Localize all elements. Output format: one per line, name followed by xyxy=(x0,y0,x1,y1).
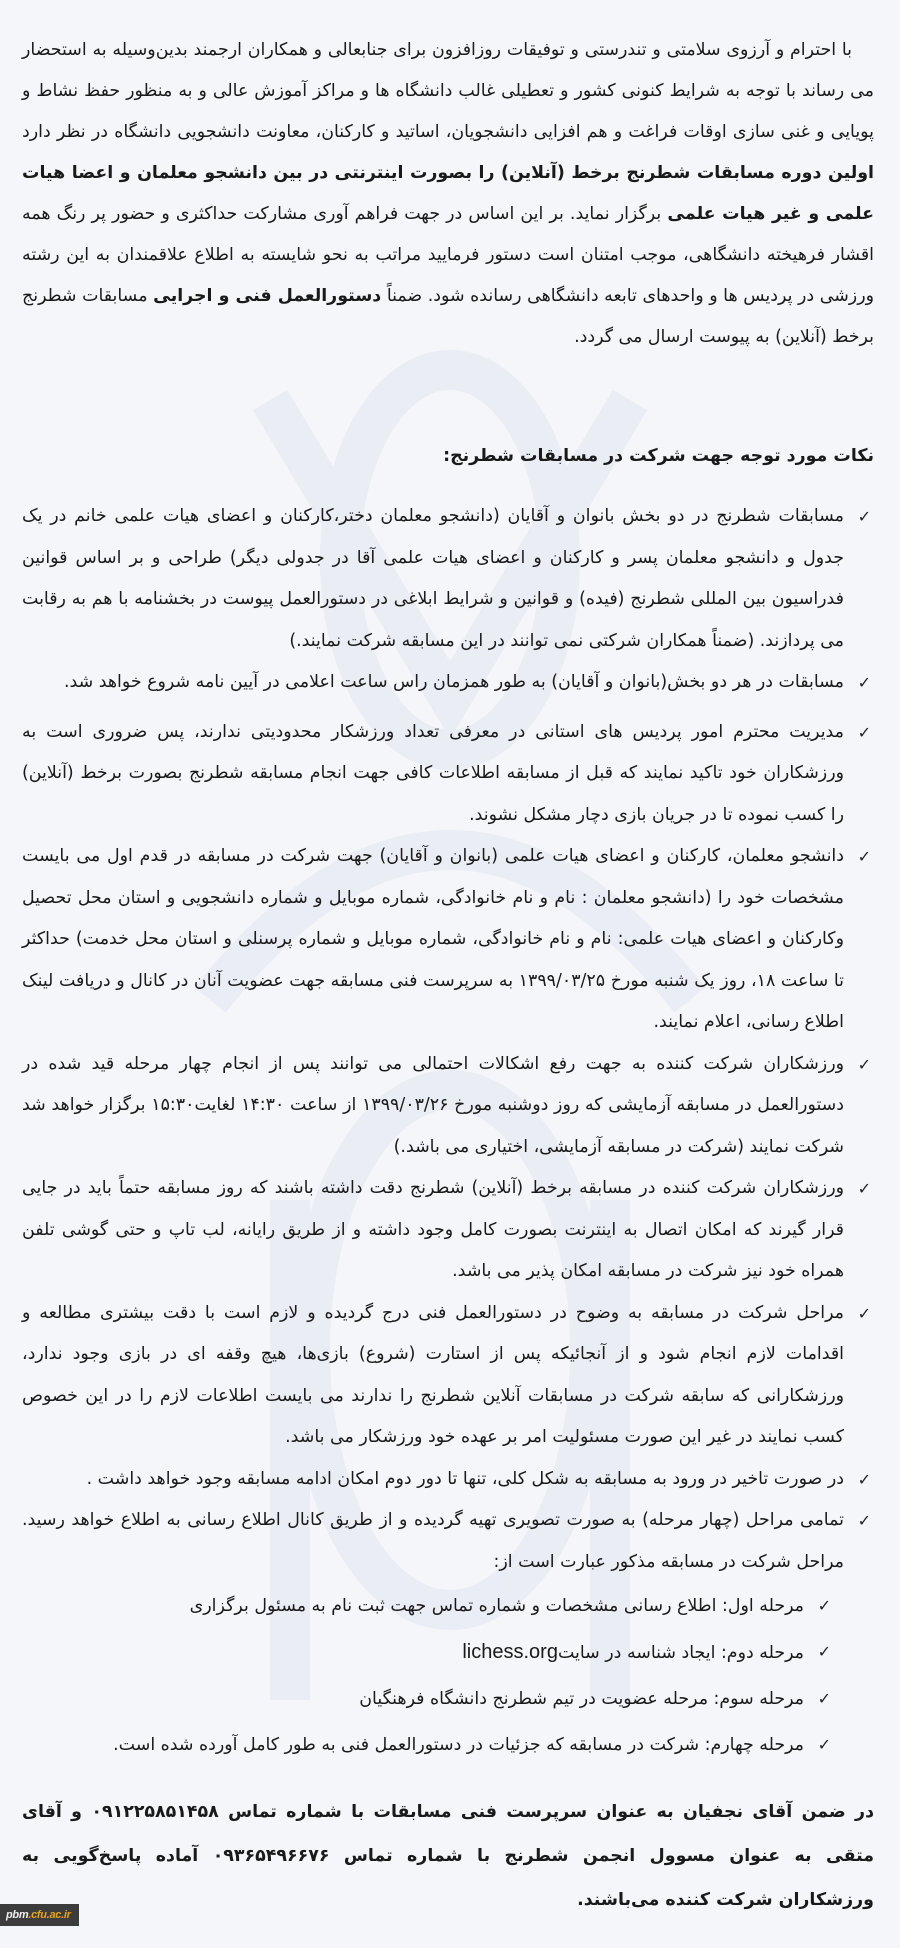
checkmark-icon: ✓ xyxy=(857,722,871,742)
list-item: ✓ ورزشکاران شرکت کننده در مسابقه برخط (آنلاین) شطرنج دقت داشته باشند که روز مسابقه حتماً باید در جایی قرار گیرند که امکان اتصال به اینترنت بصورت کامل وجود داشته و از طریق رایانه، لب تاپ و حتی گوشی تلفن همراه خود نیز شرکت در مسابقه امکان پذیر می باشد. xyxy=(22,1168,874,1293)
list-item: ✓ مسابقات شطرنج در دو بخش بانوان و آقایان (دانشجو معلمان دختر،کارکنان و اعضای هیات علمی خانم در یک جدول و دانشجو معلمان پسر و کارکنان و اعضای هیات علمی آقا در جدولی دیگر) طراحی و بر اساس قوانین فدراسیون بین المللی شطرنج (فیده) و قوانین و شرایط ابلاغی در دستورالعمل پیوست در بخشنامه با هم به رقابت می پردازند. (ضمناً همکاران شرکتی نمی توانند در این مسابقه شرکت نمایند.) xyxy=(22,496,874,662)
checkmark-icon: ✓ xyxy=(857,1469,871,1489)
list-item: ✓ مسابقات در هر دو بخش(بانوان و آقایان) به طور همزمان راس ساعت اعلامی در آیین نامه شروع خواهد شد. xyxy=(22,662,874,704)
stage-item: ✓ مرحله اول: اطلاع رسانی مشخصات و شماره تماس جهت ثبت نام به مسئول برگزاری xyxy=(22,1583,834,1629)
checkmark-icon: ✓ xyxy=(817,1642,831,1661)
checkmark-icon: ✓ xyxy=(857,673,871,692)
stage-item: ✓ مرحله دوم: ایجاد شناسه در سایتlichess.org xyxy=(22,1629,834,1676)
watermark-prefix: pbm xyxy=(6,1909,29,1921)
list-item: ✓ تمامی مراحل (چهار مرحله) به صورت تصویری تهیه گردیده و از طریق کانال اطلاع رسانی به اطلاع خواهد رسید. مراحل شرکت در مسابقه مذکور عبارت است از: xyxy=(22,1500,874,1583)
checkmark-icon: ✓ xyxy=(817,1596,831,1615)
checkmark-icon: ✓ xyxy=(857,847,871,866)
site-watermark xyxy=(0,1904,79,1926)
checkmark-icon: ✓ xyxy=(817,1689,831,1708)
section-title: نکات مورد توجه جهت شرکت در مسابقات شطرنج: xyxy=(443,446,874,466)
intro-bold-instructions: دستورالعمل فنی و اجرایی xyxy=(153,286,382,306)
checkmark-icon: ✓ xyxy=(857,1303,871,1323)
list-item: ✓ مراحل شرکت در مسابقه به وضوح در دستورالعمل فنی درج گردیده و لازم است با دقت بیشتری مطالعه و اقدامات لازم انجام شود و از آنجائیکه پس از استارت (شروع) بازی‌ها، هیچ وقفه ای در بازی وجود ندارد، ورزشکارانی که سابقه شرکت در مسابقات آنلاین شطرنج را ندارند می بایست اطلاعات لازم را در این خصوص کسب نمایند در غیر این صورت مسئولیت امر بر عهده خود ورزشکار می باشد. xyxy=(22,1293,874,1459)
checkmark-icon: ✓ xyxy=(857,507,871,526)
checkmark-icon: ✓ xyxy=(857,1179,871,1198)
list-item: ✓ ورزشکاران شرکت کننده به جهت رفع اشکالات احتمالی می توانند پس از انجام چهار مرحله قید شده در دستورالعمل در مسابقه آزمایشی که روز دوشنبه مورخ ۱۳۹۹/۰۳/۲۶ از ساعت ۱۴:۳۰ لغایت۱۵:۳۰ برگزار خواهد شد شرکت نمایند (شرکت در مسابقه آزمایشی، اختیاری می باشد.) xyxy=(22,1044,874,1169)
checkmark-icon: ✓ xyxy=(857,1511,871,1530)
intro-text-part2: برگزار نماید. بر این اساس در جهت فراهم آوری مشارکت حداکثری و حضور پر رنگ همه اقشار فرهیخته دانشگاهی، موجب امتنان است دستور فرمایید مراتب به نحو شایسته به اطلاع علاقمندان به این رشته ورزشی در پردیس ها و واحدهای تابعه دانشگاهی رسانده شود. ضمناً xyxy=(22,204,874,306)
list-item: ✓ دانشجو معلمان، کارکنان و اعضای هیات علمی (بانوان و آقایان) جهت شرکت در مسابقه در قدم اول می بایست مشخصات خود را (دانشجو معلمان : نام و نام خانوادگی، شماره موبایل و شماره دانشجویی و استان محل تحصیل وکارکنان و اعضای هیات علمی: نام و نام خانوادگی، شماره موبایل و شماره پرسنلی و استان محل خدمت) حداکثر تا ساعت ۱۸، روز یک شنبه مورخ ۱۳۹۹/۰۳/۲۵ به سرپرست فنی مسابقه جهت عضویت آنان در کانال و دریافت لینک اطلاع رسانی، اعلام نمایند. xyxy=(22,836,874,1044)
checkmark-icon: ✓ xyxy=(817,1735,831,1754)
notes-checklist xyxy=(22,496,874,1583)
stage-item: ✓ مرحله چهارم: شرکت در مسابقه که جزئیات در دستورالعمل فنی به طور کامل آورده شده است. xyxy=(22,1722,834,1768)
watermark-domain: .cfu.ac.ir xyxy=(28,1909,71,1921)
intro-text-part1: با احترام و آرزوی سلامتی و تندرستی و توفیقات روزافزون برای جنابعالی و همکاران ارجمند بدین‌وسیله به استحضار می رساند با توجه به شرایط کنونی کشور و تعطیلی غالب دانشگاه ها و مراکز آموزش عالی و به منظور حفظ نشاط و پویایی و غنی سازی اوقات فراغت و هم افزایی دانشجویان، اساتید و کارکنان، معاونت دانشجویی دانشگاه در نظر دارد xyxy=(22,40,874,142)
list-item: ✓ مدیریت محترم امور پردیس های استانی در معرفی تعداد ورزشکار محدودیتی ندارند، پس ضروری است به ورزشکاران خود تاکید نمایند که قبل از مسابقه اطلاعات کافی جهت انجام مسابقه شطرنج بصورت برخط (آنلاین) را کسب نموده تا در جریان بازی دچار مشکل نشوند. xyxy=(22,712,874,837)
stages-list xyxy=(22,1583,874,1768)
stage-item: ✓ مرحله سوم: مرحله عضویت در تیم شطرنج دانشگاه فرهنگیان xyxy=(22,1676,834,1722)
intro-bold-competition-title: اولین دوره مسابقات شطرنج برخط (آنلاین) را بصورت اینترنتی در بین دانشجو معلمان و اعضا هیات علمی و غیر هیات علمی xyxy=(22,163,875,224)
closing-paragraph: در ضمن آقای نجفیان به عنوان سرپرست فنی مسابقات با شماره تماس ۰۹۱۲۲۵۸۵۱۴۵۸ و آقای متقی به عنوان مسوول انجمن شطرنج با شماره تماس ۰۹۳۶۵۴۹۶۶۷۶ آماده پاسخ‌گویی به ورزشکاران شرکت کننده می‌باشند. xyxy=(22,1802,874,1910)
list-item: ✓ در صورت تاخیر در ورود به مسابقه به شکل کلی، تنها تا دور دوم امکان ادامه مسابقه وجود خواهد داشت . xyxy=(22,1459,874,1501)
checkmark-icon: ✓ xyxy=(857,1054,871,1074)
intro-paragraph xyxy=(22,30,874,358)
intro-text-part3: مسابقات شطرنج برخط (آنلاین) به پیوست ارسال می گردد. xyxy=(22,286,874,347)
lichess-link[interactable]: lichess.org xyxy=(462,1641,558,1663)
